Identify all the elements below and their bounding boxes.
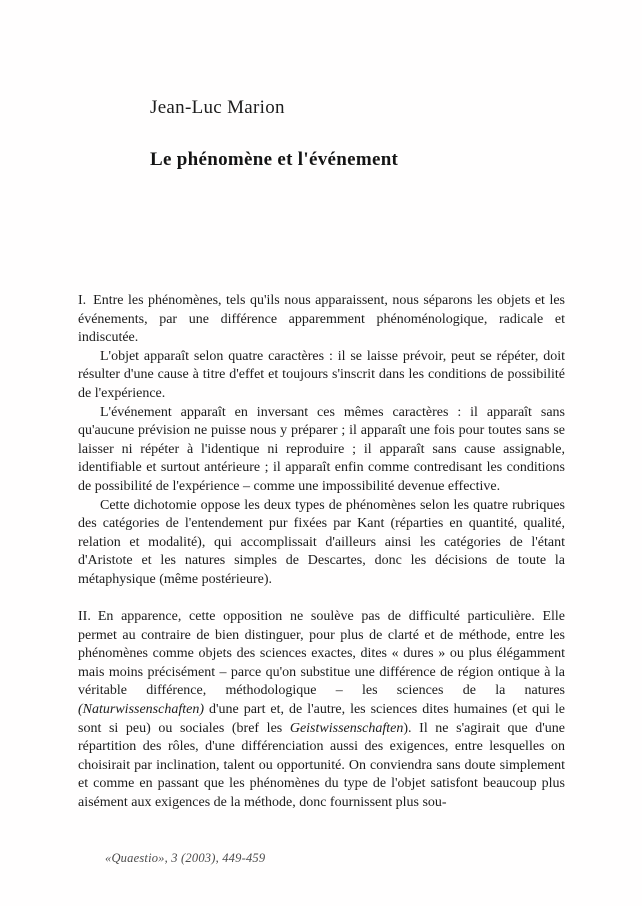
article-body bbox=[78, 292, 565, 813]
paragraph: L'objet apparaît selon quatre caractères : il se laisse prévoir, peut se répéter, doit résulter d'une cause à titre d'effet et toujours s'inscrit dans les conditions de possibilité de l'expérience. bbox=[78, 348, 565, 401]
paragraph: L'événement apparaît en inversant ces mêmes caractères : il apparaît sans qu'aucune prévision ne puisse nous y préparer ; il apparaît une fois pour toutes sans se laisser ni répéter à l'identique ni reproduire ; il apparaît sans cause assignable, identifiable et surtout antérieure ; il apparaît enfin comme contredisant les conditions de possibilité de l'expérience – comme une impossibilité devenue effective. bbox=[78, 404, 565, 494]
paragraph: I. Entre les phénomènes, tels qu'ils nous apparaissent, nous séparons les objets et les événements, par une différence apparemment phénoménologique, radicale et indiscutée. bbox=[78, 293, 565, 346]
journal-citation: «Quaestio», 3 (2003), 449-459 bbox=[105, 851, 266, 865]
article-title: Le phénomène et l'événement bbox=[150, 149, 399, 170]
section-2 bbox=[78, 608, 565, 813]
section-1 bbox=[78, 292, 565, 590]
paragraph: Cette dichotomie oppose les deux types de phénomènes selon les quatre rubriques des catégories de l'entendement pur fixées par Kant (réparties en quantité, qualité, relation et modalité), qui accomplissait d'ailleurs ainsi les catégories de l'étant d'Aristote et les natures simples de Descartes, donc les décisions de toute la métaphysique (même postérieure). bbox=[78, 497, 565, 587]
author-name: Jean-Luc Marion bbox=[150, 97, 285, 118]
paragraph: II. En apparence, cette opposition ne soulève pas de difficulté particulière. Elle permet au contraire de bien distinguer, pour plus de clarté et de méthode, entre les phénomènes comme objets des sciences exactes, dites « dures » ou plus élégamment mais moins précisément – parce qu'on substitue une différence de région ontique à la véritable différence, méthodologique – les sciences de la natures (Naturwissenschaften) d'une part et, de l'autre, les sciences dites humaines (et qui le sont si peu) ou sociales (bref les Geistwissenschaften). Il ne s'agirait que d'une répartition des rôles, d'une différenciation aussi des exigences, entre lesquelles on choisirait par inclination, talent ou opportunité. On conviendra sans doute simplement et comme en passant que les phénomènes du type de l'objet satisfont beaucoup plus aisément aux exigences de la méthode, donc fournissent plus sou- bbox=[78, 609, 566, 811]
